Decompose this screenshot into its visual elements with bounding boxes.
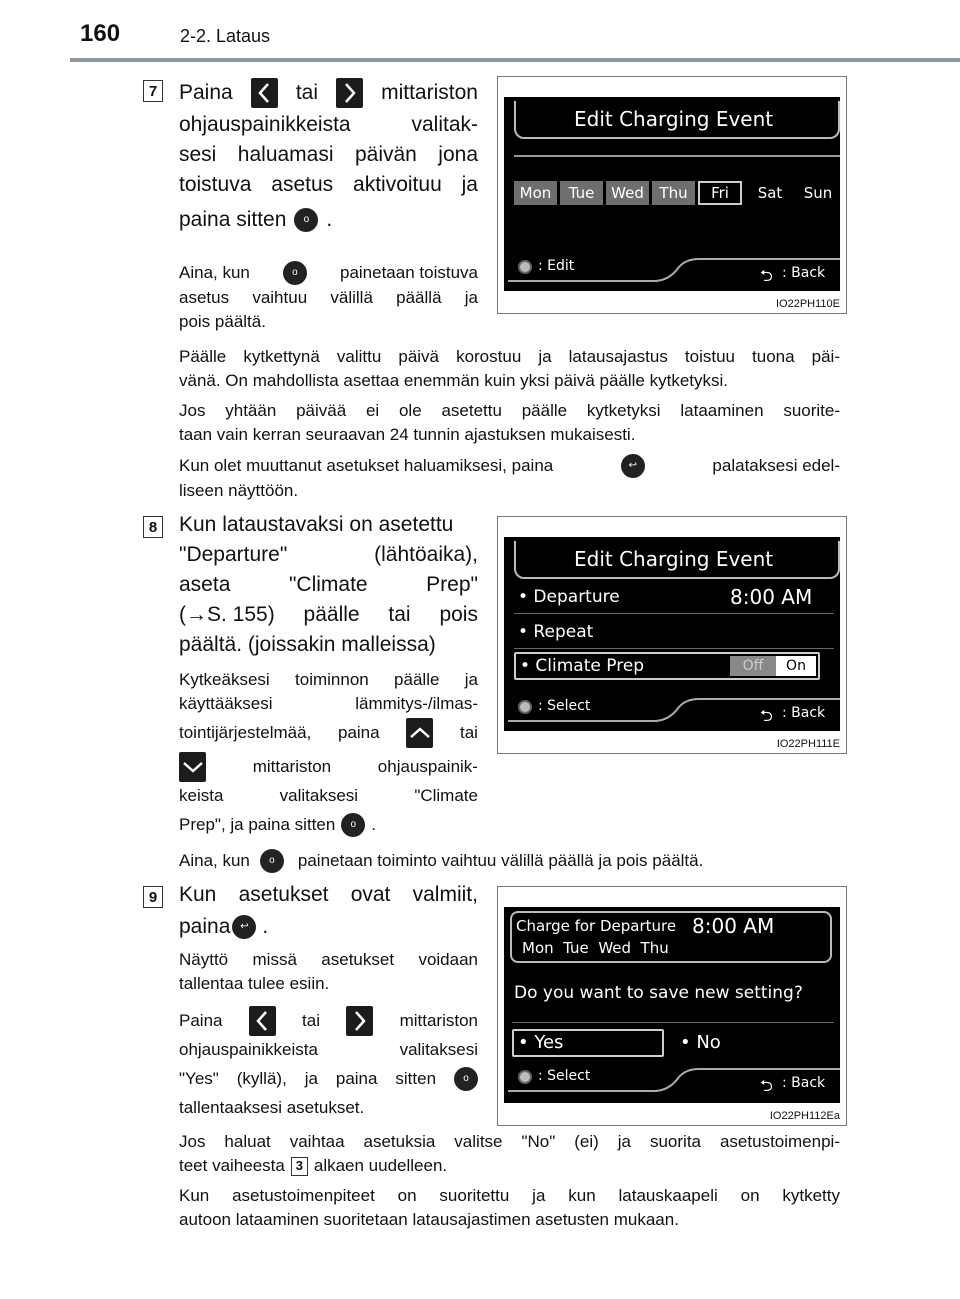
ok-knob-icon (518, 1070, 532, 1084)
day-wed[interactable]: Wed (606, 181, 649, 205)
text: Aina, kun (179, 851, 250, 870)
departure-time: 8:00 AM (692, 914, 775, 938)
back-arrow-icon: ⮌ (760, 268, 773, 285)
text: valitaksesi (399, 1040, 478, 1059)
text: painetaan toistuva (339, 263, 478, 282)
step-8-note: Kytkeäksesi toiminnon päälle ja käyttääksesi lämmitys-/ilmas- tointijärjestelmää, paina tai mittariston ohjauspainik- keista valitaksesi "Climate Prep", ja paina sitten o . (179, 668, 478, 842)
screen-edit-charging-event-days (497, 76, 847, 314)
text: voidaan (418, 950, 478, 969)
chevron-up-icon (406, 718, 433, 748)
text: tai (460, 723, 478, 742)
climate-off-toggle[interactable]: Off (730, 656, 776, 676)
text: ohjauspainikkeista (179, 113, 351, 136)
day-tue[interactable]: Tue (560, 181, 603, 205)
text: keista (179, 786, 224, 805)
text: Paina (179, 1011, 223, 1030)
text: tai (295, 81, 318, 104)
text: taan vain kerran seuraavan 24 tunnin ajastuksen mukaisesti. (179, 425, 636, 444)
text: Paina (179, 81, 233, 104)
text: Aina, kun (179, 263, 250, 282)
select-label: : Select (538, 698, 591, 714)
chevron-left-icon (249, 1006, 276, 1036)
ok-button-icon: o (283, 261, 307, 285)
text: Näyttö (179, 950, 229, 969)
text: aseta (179, 573, 231, 596)
step-reference[interactable]: 3 (291, 1157, 308, 1176)
text: valitak- (411, 113, 478, 136)
no-option[interactable]: • No (680, 1032, 721, 1053)
text: valitaksesi (279, 786, 359, 805)
text: liseen näyttöön. (179, 481, 299, 500)
select-label: : Select (538, 1068, 591, 1084)
text: ohjauspainikkeista (179, 1040, 318, 1059)
text: asetukset (238, 883, 329, 906)
text: ovat (350, 883, 391, 906)
screen-title: Edit Charging Event (574, 107, 774, 131)
day-thu[interactable]: Thu (652, 181, 695, 205)
day-sat[interactable]: Sat (757, 184, 783, 202)
text: lämmitys-/ilmas- (355, 694, 478, 713)
text: "Climate (288, 573, 368, 596)
text: ja (464, 670, 478, 689)
header-rule (70, 58, 960, 62)
step-7-note (179, 260, 478, 334)
text: tallentaa tulee esiin. (179, 974, 330, 993)
text: Jos yhtään päivää ei ole asetettu päälle kytketyksi lataaminen suorite- (179, 401, 840, 420)
text: autoon lataaminen suoritetaan latausajastimen asetusten mukaan. (179, 1210, 679, 1229)
text: Prep" (426, 573, 478, 596)
text: ohjauspainik- (377, 757, 478, 776)
screen-save-new-setting (497, 886, 847, 1126)
text: Jos haluat vaihtaa asetuksia valitse "No" (ei) ja suorita asetustoimenpi- (179, 1132, 840, 1151)
step-number-8: 8 (143, 516, 163, 538)
edit-label: : Edit (538, 258, 575, 274)
text: paina sitten (179, 208, 287, 231)
text: haluamasi (237, 143, 334, 166)
text: ja (304, 1069, 318, 1088)
text: asetus vaihtuu välillä päällä ja (179, 288, 478, 307)
text: (lähtöaika), (374, 543, 478, 566)
text: teet vaiheesta (179, 1156, 285, 1175)
ok-knob-icon (518, 260, 532, 274)
repeat-days: Mon Tue Wed Thu (522, 939, 669, 957)
text: mittariston (399, 1011, 478, 1030)
text: "Climate (414, 786, 478, 805)
departure-time: 8:00 AM (730, 585, 813, 609)
step-number-7: 7 (143, 80, 163, 102)
text: asetus (271, 173, 334, 196)
text: päältä. (joissakin malleissa) (179, 633, 436, 656)
screen-title: Edit Charging Event (574, 547, 774, 571)
section-title: 2-2. Lataus (180, 26, 271, 46)
text: aktivoituu (353, 173, 442, 196)
chevron-down-icon (179, 752, 206, 782)
step-7-paragraph-3 (179, 453, 840, 503)
back-label: : Back (782, 265, 826, 281)
text: "Departure" (179, 543, 288, 566)
text: (kyllä), (236, 1069, 287, 1088)
text: ja (461, 173, 478, 196)
text: paina (335, 1069, 378, 1088)
step-9-instruction: Kun asetukset ovat valmiit, paina ↩ . (179, 880, 478, 944)
text: käyttääksesi (179, 694, 273, 713)
text: valmiit, (412, 883, 478, 906)
text: alkaen uudelleen. (313, 1156, 448, 1175)
text: Kun olet muuttanut asetukset haluamiksesi, paina (179, 456, 554, 475)
text: toiminnon (295, 670, 369, 689)
text: mittariston (381, 81, 478, 104)
text: toistuva (179, 173, 252, 196)
text: tointijärjestelmää, (179, 723, 312, 742)
image-caption: IO22PH111E (776, 738, 840, 750)
text: Päälle kytkettynä valittu päivä korostuu ja latausajastus toistuu tuona päi- (179, 347, 840, 366)
screen-edit-charging-event-climate (497, 516, 847, 754)
climate-prep-label: • Climate Prep (520, 656, 645, 676)
charge-for-departure: Charge for Departure (516, 917, 677, 935)
back-arrow-icon: ⮌ (760, 1078, 773, 1095)
text: sitten (395, 1069, 437, 1088)
yes-label: • Yes (518, 1032, 564, 1053)
text: painetaan toiminto vaihtuu välillä päällä ja pois päältä. (297, 851, 704, 870)
text: (→S. 155) (179, 603, 275, 626)
text: tai (302, 1011, 321, 1030)
text: Prep", ja paina sitten (179, 815, 336, 834)
chevron-right-icon (346, 1006, 373, 1036)
chevron-left-icon (251, 78, 278, 108)
back-label: : Back (782, 1075, 826, 1091)
ok-button-icon: o (260, 849, 284, 873)
text: missä (252, 950, 297, 969)
step-9-paragraph-1 (179, 1130, 840, 1178)
step-7-paragraph-2 (179, 399, 840, 447)
text: tai (388, 603, 411, 626)
text: . (326, 208, 333, 231)
step-number-9: 9 (143, 886, 163, 908)
text: jona (438, 143, 478, 166)
text: paina (337, 723, 380, 742)
ok-button-icon: o (341, 813, 365, 837)
back-button-icon: ↩ (232, 915, 256, 939)
text: asetukset (321, 950, 395, 969)
step-9-paragraph-2 (179, 1184, 840, 1232)
day-mon[interactable]: Mon (514, 181, 557, 205)
text: pois päältä. (179, 312, 266, 331)
save-question: Do you want to save new setting? (514, 983, 803, 1003)
image-caption: IO22PH112Ea (769, 1110, 840, 1122)
text: sesi (179, 143, 217, 166)
text: pois (439, 603, 478, 626)
text: paina (179, 915, 231, 938)
text: Kun (179, 883, 217, 906)
step-8-instruction (179, 510, 478, 660)
back-button-icon: ↩ (621, 454, 645, 478)
day-sun[interactable]: Sun (803, 184, 833, 202)
step-8-after (179, 848, 840, 874)
step-9-note (179, 948, 478, 1120)
back-arrow-icon: ⮌ (760, 708, 773, 725)
repeat-row[interactable]: • Repeat (518, 622, 594, 642)
text: "Yes" (179, 1069, 219, 1088)
step-7-instruction (179, 76, 478, 240)
text: Kun lataustavaksi on asetettu (179, 513, 454, 536)
text: Kytkeäksesi (179, 670, 270, 689)
back-label: : Back (782, 705, 826, 721)
text: Kun asetustoimenpiteet on suoritettu ja kun latauskaapeli on kytketty (179, 1186, 840, 1205)
text: tallentaaksesi asetukset. (179, 1098, 365, 1117)
text: päivän (354, 143, 417, 166)
text: mittariston (252, 757, 332, 776)
day-fri-selected[interactable]: Fri (698, 181, 742, 205)
ok-button-icon: o (454, 1067, 478, 1091)
departure-row[interactable]: • Departure (518, 587, 620, 607)
text: palataksesi edel- (712, 456, 840, 475)
text: päälle (394, 670, 440, 689)
ok-button-icon: o (294, 208, 318, 232)
chevron-right-icon (336, 78, 363, 108)
image-caption: IO22PH110E (775, 298, 840, 310)
text: vänä. On mahdollista asettaa enemmän kuin yksi päivä päälle kytketyksi. (179, 371, 728, 390)
climate-on-toggle[interactable]: On (776, 656, 816, 676)
ok-knob-icon (518, 700, 532, 714)
step-7-paragraph-1 (179, 345, 840, 393)
page-number: 160 (80, 20, 121, 47)
text: päälle (303, 603, 360, 626)
